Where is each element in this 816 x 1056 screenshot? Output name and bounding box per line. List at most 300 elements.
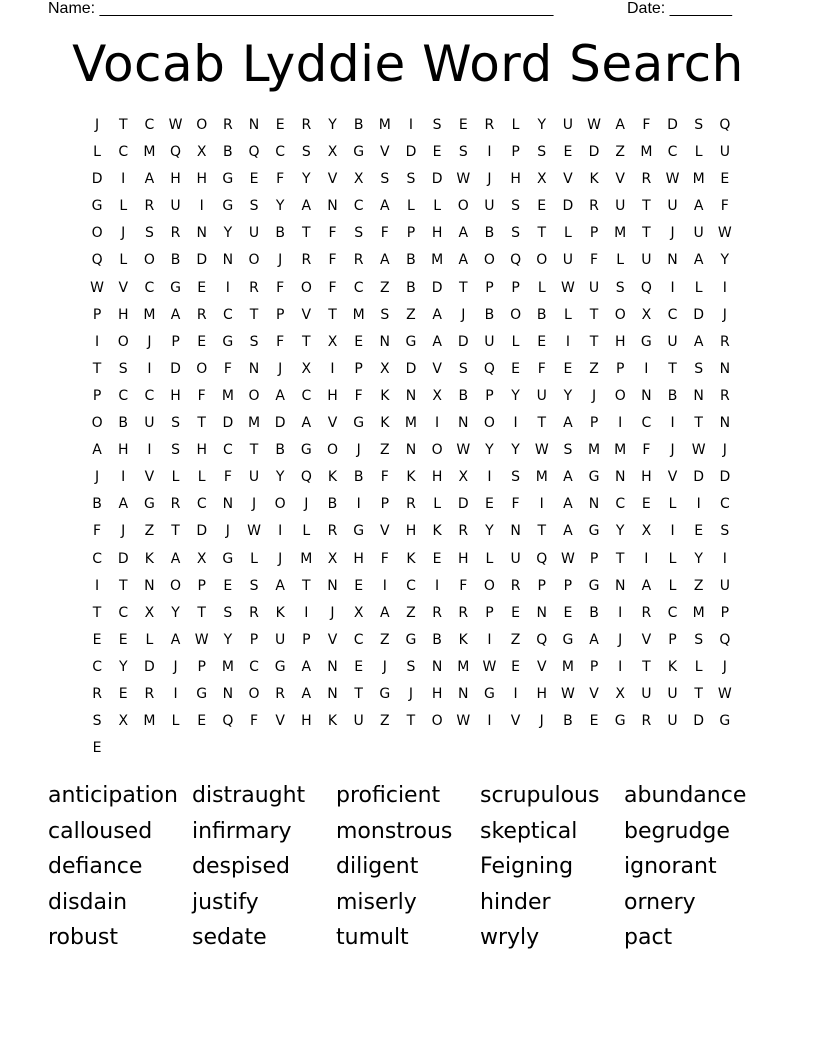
grid-letter: V — [432, 360, 442, 377]
grid-letter: F — [380, 469, 389, 486]
grid-letter: P — [720, 604, 730, 621]
grid-letter: X — [196, 550, 207, 567]
grid-letter: X — [196, 144, 207, 161]
grid-letter: R — [458, 523, 469, 540]
grid-letter: J — [304, 496, 309, 513]
grid-letter: P — [589, 658, 599, 675]
grid-letter: Q — [91, 252, 103, 269]
grid-letter: S — [354, 225, 364, 242]
grid-letter: E — [354, 577, 364, 594]
grid-letter: F — [511, 496, 520, 513]
grid-letter: P — [589, 225, 599, 242]
grid-letter: L — [119, 198, 128, 215]
grid-letter: A — [118, 496, 129, 513]
grid-letter: T — [249, 306, 259, 323]
grid-letter: U — [275, 631, 286, 648]
grid-letter: A — [563, 415, 573, 432]
grid-letter: E — [118, 631, 128, 648]
grid-letter: R — [484, 117, 495, 133]
grid-letter: G — [588, 469, 600, 486]
grid-letter: E — [92, 631, 102, 648]
grid-letter: P — [197, 658, 206, 675]
word-list-item: abundance — [624, 783, 747, 808]
grid-letter: C — [406, 577, 416, 594]
grid-letter: Z — [380, 279, 390, 296]
grid-letter: S — [694, 117, 704, 133]
grid-letter: U — [667, 198, 678, 215]
grid-letter: I — [722, 550, 727, 567]
grid-letter: N — [222, 496, 234, 513]
grid-letter: U — [484, 333, 495, 350]
grid-letter: H — [641, 469, 652, 486]
grid-letter: C — [353, 279, 364, 296]
grid-letter: U — [510, 550, 521, 567]
grid-letter: Q — [536, 550, 548, 567]
grid-letter: T — [537, 523, 547, 540]
grid-letter: J — [670, 442, 675, 459]
grid-letter: S — [118, 360, 128, 377]
grid-letter: S — [615, 279, 625, 296]
grid-letter: J — [356, 442, 361, 459]
grid-letter: Y — [563, 387, 573, 404]
word-list-item: tumult — [336, 925, 409, 951]
grid-letter: B — [170, 252, 181, 269]
grid-letter: S — [511, 469, 521, 486]
grid-letter: W — [456, 442, 471, 459]
grid-letter: A — [380, 198, 390, 215]
grid-letter: A — [589, 631, 599, 648]
grid-letter: X — [327, 333, 338, 350]
grid-letter: T — [642, 198, 651, 215]
grid-letter: E — [537, 198, 547, 215]
grid-letter: D — [693, 306, 705, 323]
grid-letter: A — [301, 415, 312, 432]
grid-letter: C — [667, 144, 678, 161]
grid-letter: R — [510, 577, 521, 594]
grid-letter: T — [642, 225, 651, 242]
grid-letter: P — [589, 415, 599, 432]
grid-letter: T — [197, 604, 206, 621]
grid-letter: B — [353, 117, 364, 133]
grid-letter: P — [563, 577, 573, 594]
grid-letter: G — [222, 550, 234, 567]
grid-letter: I — [95, 333, 100, 350]
grid-letter: A — [693, 252, 704, 269]
grid-letter: R — [249, 604, 259, 621]
grid-letter: W — [247, 523, 261, 540]
grid-letter: L — [537, 279, 546, 296]
grid-letter: U — [588, 279, 600, 296]
grid-letter: E — [275, 117, 285, 133]
grid-letter: C — [196, 496, 207, 513]
grid-letter: R — [406, 496, 416, 513]
grid-letter: O — [117, 333, 129, 350]
grid-letter: A — [275, 577, 285, 594]
grid-letter: E — [694, 523, 704, 540]
grid-letter: S — [537, 144, 547, 161]
grid-letter: N — [222, 252, 234, 269]
grid-letter: F — [197, 387, 206, 404]
grid-letter: Q — [719, 631, 731, 648]
grid-letter: B — [327, 496, 338, 513]
grid-letter: S — [92, 713, 102, 730]
grid-letter: M — [561, 658, 574, 675]
grid-letter: U — [719, 144, 730, 161]
grid-letter: R — [196, 306, 207, 323]
grid-letter: S — [458, 144, 468, 161]
grid-letter: L — [511, 333, 520, 350]
grid-letter: H — [405, 523, 417, 540]
grid-letter: W — [456, 713, 471, 730]
grid-letter: N — [719, 415, 731, 432]
grid-letter: M — [404, 415, 417, 432]
grid-letter: W — [90, 279, 104, 296]
grid-letter: M — [143, 713, 156, 730]
grid-letter: C — [353, 198, 364, 215]
grid-letter: F — [537, 360, 546, 377]
grid-letter: I — [173, 685, 178, 702]
grid-letter: A — [615, 117, 625, 133]
grid-letter: M — [457, 658, 470, 675]
grid-letter: I — [513, 415, 518, 432]
grid-letter: U — [667, 713, 678, 730]
grid-letter: F — [380, 550, 389, 567]
grid-letter: E — [432, 144, 442, 161]
grid-letter: I — [670, 279, 675, 296]
grid-letter: I — [618, 658, 623, 675]
grid-letter: A — [301, 685, 312, 702]
grid-letter: L — [171, 713, 180, 730]
grid-letter: I — [278, 523, 283, 540]
grid-letter: V — [589, 685, 599, 702]
grid-letter: J — [95, 117, 100, 133]
grid-letter: X — [327, 550, 338, 567]
grid-letter: T — [302, 225, 311, 242]
grid-letter: H — [117, 306, 129, 323]
grid-letter: P — [354, 360, 363, 377]
grid-letter: J — [251, 496, 257, 513]
grid-letter: N — [248, 360, 260, 377]
grid-letter: I — [435, 415, 440, 432]
grid-letter: K — [327, 713, 338, 730]
word-list-item: begrudge — [624, 818, 730, 844]
grid-letter: T — [589, 306, 599, 323]
grid-letter: P — [92, 387, 102, 404]
grid-letter: Q — [300, 469, 312, 486]
grid-letter: Y — [171, 604, 180, 621]
grid-letter: U — [667, 333, 678, 350]
grid-letter: J — [95, 469, 100, 486]
grid-letter: R — [719, 333, 730, 350]
grid-letter: P — [275, 306, 285, 323]
grid-letter: X — [641, 523, 652, 540]
grid-letter: O — [510, 306, 522, 323]
grid-letter: J — [670, 225, 675, 242]
grid-letter: E — [484, 496, 494, 513]
grid-letter: R — [92, 685, 102, 702]
grid-letter: K — [406, 550, 416, 567]
word-list-item: ornery — [624, 889, 696, 915]
grid-letter: T — [249, 442, 259, 459]
grid-letter: O — [431, 713, 443, 730]
grid-letter: E — [511, 658, 520, 675]
grid-letter: O — [431, 442, 443, 459]
grid-letter: H — [196, 442, 207, 459]
grid-letter: B — [432, 631, 442, 648]
grid-letter: H — [431, 225, 443, 242]
grid-letter: L — [433, 496, 442, 513]
grid-letter: L — [694, 144, 703, 161]
grid-letter: D — [222, 415, 234, 432]
grid-letter: A — [563, 523, 573, 540]
word-list-item: calloused — [48, 818, 153, 844]
grid-letter: E — [432, 550, 442, 567]
grid-letter: R — [432, 604, 442, 621]
grid-letter: M — [431, 252, 444, 269]
grid-letter: X — [353, 604, 364, 621]
grid-letter: P — [511, 279, 520, 296]
grid-letter: B — [484, 306, 495, 323]
grid-letter: H — [431, 685, 443, 702]
grid-letter: P — [249, 631, 259, 648]
grid-letter: T — [537, 225, 547, 242]
grid-letter: T — [589, 333, 599, 350]
grid-letter: A — [92, 442, 102, 459]
grid-letter: Z — [380, 631, 390, 648]
grid-letter: R — [301, 117, 312, 133]
grid-letter: A — [458, 252, 469, 269]
grid-letter: H — [117, 442, 129, 459]
grid-letter: N — [327, 685, 338, 702]
grid-letter: R — [353, 252, 364, 269]
grid-letter: L — [171, 469, 180, 486]
grid-letter: D — [405, 360, 417, 377]
grid-letter: L — [197, 469, 206, 486]
grid-letter: R — [641, 713, 652, 730]
grid-letter: W — [560, 685, 575, 702]
grid-letter: C — [92, 550, 102, 567]
grid-letter: I — [618, 604, 623, 621]
grid-letter: D — [693, 713, 705, 730]
word-list-item: proficient — [336, 783, 441, 808]
grid-letter: Z — [693, 577, 704, 594]
grid-letter: G — [91, 198, 103, 215]
grid-letter: P — [485, 387, 494, 404]
grid-letter: E — [563, 360, 573, 377]
grid-letter: A — [170, 631, 181, 648]
grid-letter: T — [694, 415, 703, 432]
grid-letter: O — [91, 225, 103, 242]
grid-letter: M — [588, 442, 601, 459]
grid-letter: E — [641, 496, 651, 513]
grid-letter: D — [719, 469, 731, 486]
grid-letter: P — [302, 631, 311, 648]
grid-letter: S — [171, 442, 180, 459]
grid-letter: E — [720, 171, 730, 188]
grid-letter: V — [118, 279, 129, 296]
word-list-item: disdain — [48, 889, 128, 915]
grid-letter: G — [143, 496, 155, 513]
grid-letter: J — [591, 387, 597, 404]
grid-letter: V — [615, 171, 625, 188]
grid-letter: N — [431, 658, 443, 675]
grid-letter: W — [587, 117, 601, 133]
grid-letter: L — [616, 252, 625, 269]
grid-letter: F — [642, 117, 651, 133]
grid-letter: G — [170, 279, 181, 296]
grid-letter: F — [328, 279, 337, 296]
date-field-label: Date: _______ — [627, 0, 732, 17]
grid-letter: C — [249, 658, 259, 675]
grid-letter: I — [644, 550, 649, 567]
grid-letter: Y — [485, 442, 494, 459]
grid-letter: E — [563, 604, 573, 621]
grid-letter: D — [274, 415, 286, 432]
grid-letter: A — [301, 658, 312, 675]
grid-letter: E — [354, 658, 364, 675]
grid-letter: Y — [720, 252, 730, 269]
grid-letter: F — [590, 252, 599, 269]
grid-letter: Y — [511, 442, 520, 459]
grid-letter: V — [563, 171, 573, 188]
grid-letter: G — [274, 658, 286, 675]
grid-letter: F — [354, 387, 363, 404]
grid-letter: X — [641, 306, 652, 323]
grid-letter: X — [615, 685, 625, 702]
grid-letter: L — [563, 306, 572, 323]
grid-letter: L — [145, 631, 154, 648]
grid-letter: T — [118, 117, 128, 133]
grid-letter: U — [641, 685, 652, 702]
grid-letter: O — [248, 387, 260, 404]
grid-letter: T — [92, 604, 102, 621]
grid-letter: E — [223, 577, 233, 594]
grid-letter: D — [196, 523, 208, 540]
grid-letter: H — [614, 333, 626, 350]
grid-letter: Y — [694, 550, 703, 567]
grid-letter: V — [641, 631, 652, 648]
grid-letter: N — [405, 387, 417, 404]
grid-letter: L — [485, 550, 494, 567]
grid-letter: J — [147, 333, 152, 350]
grid-letter: O — [248, 685, 260, 702]
grid-letter: Z — [510, 631, 521, 648]
grid-letter: U — [693, 225, 704, 242]
grid-letter: M — [614, 225, 627, 242]
grid-letter: S — [720, 523, 730, 540]
grid-letter: T — [328, 306, 337, 323]
grid-letter: M — [143, 144, 156, 161]
word-list-item: despised — [192, 854, 291, 880]
grid-letter: E — [589, 713, 599, 730]
grid-letter: R — [458, 604, 469, 621]
grid-letter: G — [483, 685, 495, 702]
grid-letter: O — [274, 496, 286, 513]
grid-letter: X — [380, 360, 390, 377]
grid-letter: J — [461, 306, 466, 323]
grid-letter: T — [615, 550, 625, 567]
grid-letter: W — [717, 225, 732, 242]
grid-letter: T — [302, 577, 311, 594]
grid-letter: F — [276, 333, 285, 350]
grid-letter: C — [144, 117, 155, 133]
grid-letter: N — [614, 469, 626, 486]
grid-letter: N — [379, 333, 391, 350]
grid-letter: W — [194, 631, 209, 648]
grid-letter: B — [92, 496, 102, 513]
grid-letter: Y — [223, 631, 233, 648]
grid-letter: O — [196, 117, 208, 133]
grid-letter: Y — [302, 171, 311, 188]
grid-letter: M — [300, 550, 313, 567]
grid-letter: K — [380, 415, 390, 432]
grid-letter: H — [327, 387, 338, 404]
grid-letter: F — [328, 225, 337, 242]
word-list-item: diligent — [336, 854, 419, 880]
grid-letter: G — [222, 171, 234, 188]
grid-letter: T — [668, 360, 677, 377]
grid-letter: B — [353, 469, 364, 486]
grid-letter: U — [353, 713, 364, 730]
grid-letter: N — [248, 117, 260, 133]
grid-letter: C — [222, 306, 233, 323]
grid-letter: C — [92, 658, 102, 675]
grid-letter: N — [693, 387, 704, 404]
grid-letter: Q — [248, 144, 260, 161]
grid-letter: T — [354, 685, 363, 702]
grid-letter: H — [301, 713, 312, 730]
grid-letter: B — [589, 604, 599, 621]
grid-letter: J — [278, 550, 283, 567]
grid-letter: S — [511, 225, 521, 242]
grid-letter: T — [458, 279, 468, 296]
grid-letter: T — [694, 685, 703, 702]
grid-letter: S — [406, 658, 416, 675]
word-list-item: skeptical — [480, 818, 578, 844]
grid-letter: J — [225, 523, 230, 540]
grid-letter: I — [330, 360, 335, 377]
grid-letter: I — [644, 360, 649, 377]
grid-letter: L — [511, 117, 520, 133]
grid-letter: D — [588, 144, 600, 161]
grid-letter: U — [248, 469, 260, 486]
word-list-item: anticipation — [48, 783, 178, 808]
word-list-item: distraught — [192, 783, 306, 808]
grid-letter: U — [562, 252, 574, 269]
grid-letter: J — [278, 360, 283, 377]
grid-letter: S — [380, 171, 390, 188]
grid-letter: C — [275, 144, 286, 161]
grid-letter: A — [170, 306, 181, 323]
grid-letter: H — [510, 171, 521, 188]
grid-letter: I — [147, 360, 152, 377]
grid-letter: V — [327, 171, 338, 188]
grid-letter: U — [536, 387, 547, 404]
grid-letter: J — [121, 225, 126, 242]
grid-letter: V — [275, 713, 285, 730]
grid-letter: I — [382, 577, 387, 594]
grid-letter: I — [487, 469, 492, 486]
grid-letter: H — [170, 387, 181, 404]
grid-letter: G — [640, 333, 652, 350]
grid-letter: G — [353, 144, 365, 161]
grid-letter: O — [483, 577, 495, 594]
grid-letter: N — [327, 198, 338, 215]
grid-letter: A — [458, 225, 469, 242]
grid-letter: A — [170, 550, 181, 567]
grid-letter: W — [560, 279, 575, 296]
grid-letter: Z — [615, 144, 625, 161]
